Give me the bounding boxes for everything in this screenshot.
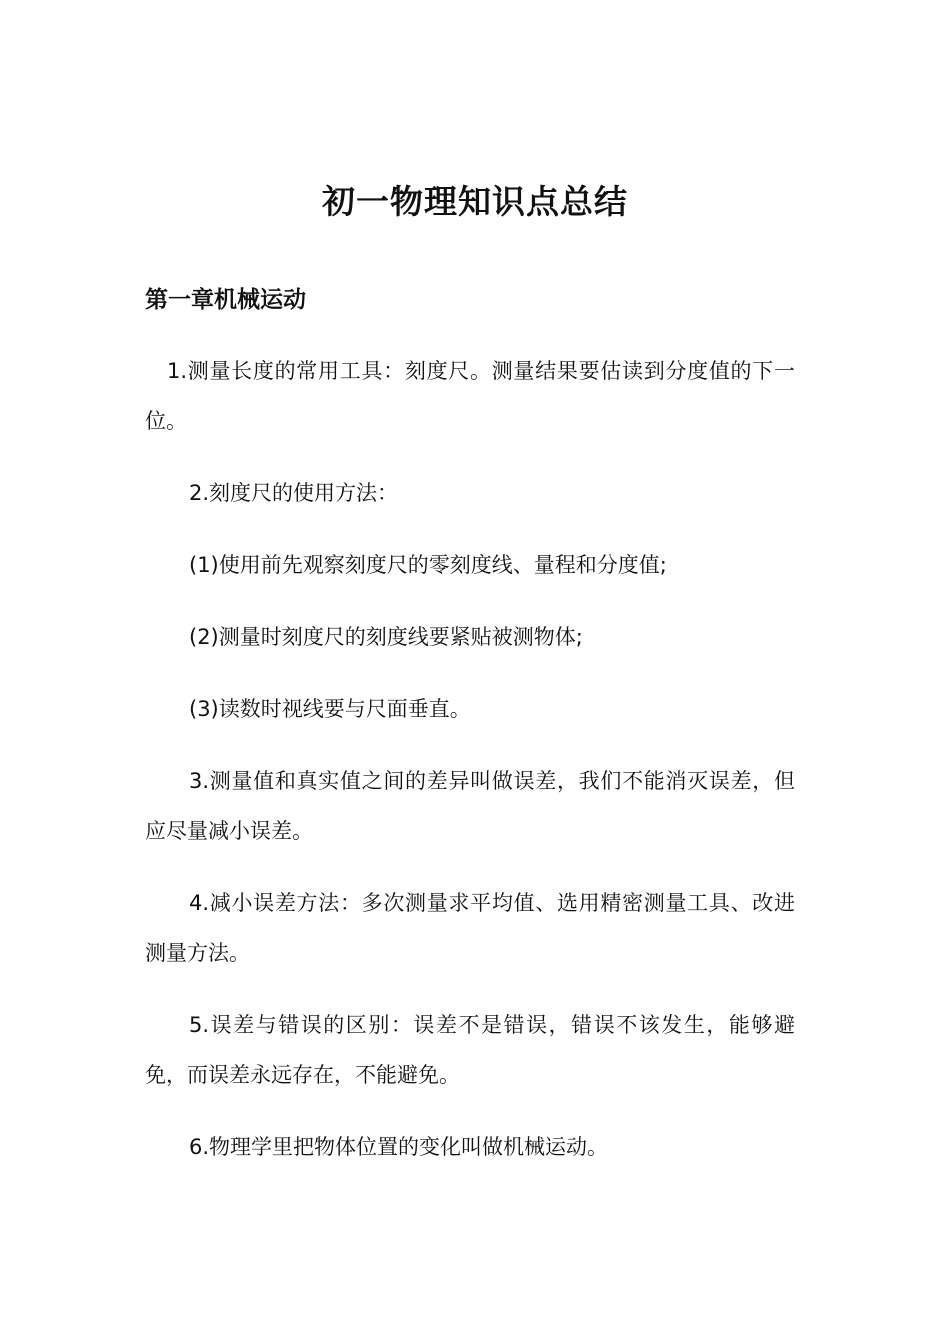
paragraph-3: 3.测量值和真实值之间的差异叫做误差，我们不能消灭误差，但应尽量减小误差。 [145,769,795,843]
paragraph-6: 6.物理学里把物体位置的变化叫做机械运动。 [189,1135,609,1159]
paragraph-4: 4.减小误差方法：多次测量求平均值、选用精密测量工具、改进测量方法。 [145,891,795,965]
chapter-heading: 第一章机械运动 [145,287,306,313]
paragraph-5: 5.误差与错误的区别：误差不是错误，错误不该发生，能够避免，而误差永远存在，不能避免。 [145,1013,795,1087]
paragraph-2-item-1: (1)使用前先观察刻度尺的零刻度线、量程和分度值; [189,553,667,577]
paragraph-2-item-3: (3)读数时视线要与尺面垂直。 [189,697,471,721]
paragraph-1: 1.测量长度的常用工具：刻度尺。测量结果要估读到分度值的下一位。 [145,359,795,433]
paragraph-2: 2.刻度尺的使用方法： [189,481,399,505]
document-body [145,346,795,1194]
document-title: 初一物理知识点总结 [322,182,628,221]
paragraph-2-item-2: (2)测量时刻度尺的刻度线要紧贴被测物体; [189,625,583,649]
